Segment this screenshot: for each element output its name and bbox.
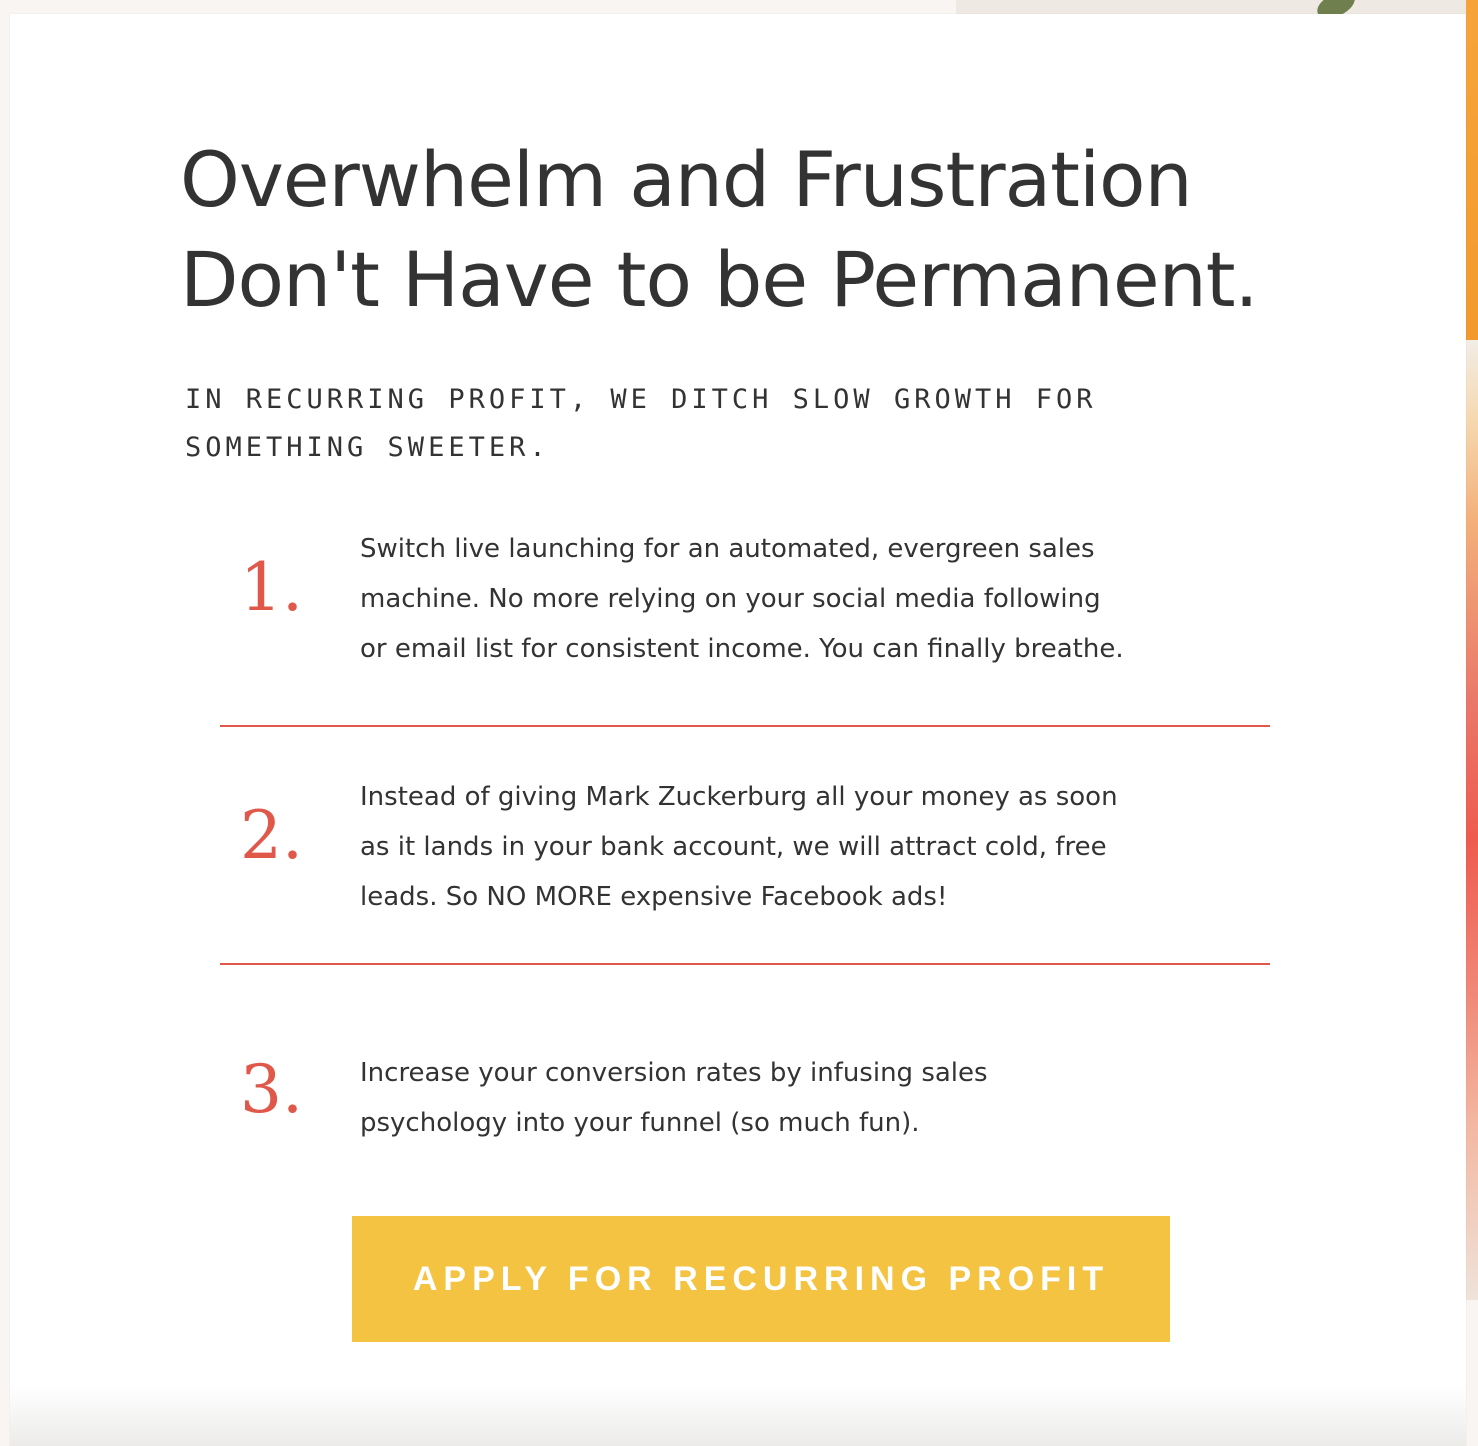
benefit-1-line-2: machine. No more relying on your social media following — [360, 584, 1101, 614]
subheadline — [185, 376, 1185, 472]
headline-line-2: Don't Have to be Permanent. — [180, 235, 1258, 324]
benefit-2-line-3: leads. So NO MORE expensive Facebook ads! — [360, 882, 948, 912]
apply-button-label: APPLY FOR RECURRING PROFIT — [412, 1259, 1110, 1298]
benefit-divider-2 — [220, 963, 1270, 965]
content-card — [10, 14, 1466, 1446]
benefit-1-line-3: or email list for consistent income. You can finally breathe. — [360, 634, 1124, 664]
benefit-text-3 — [360, 1048, 1265, 1148]
benefit-number-2: 2. — [240, 797, 303, 874]
benefit-2-line-2: as it lands in your bank account, we will attract cold, free — [360, 832, 1107, 862]
apply-button[interactable] — [352, 1216, 1170, 1342]
subheadline-line-2: SOMETHING SWEETER. — [185, 432, 550, 463]
benefit-divider-1 — [220, 725, 1270, 727]
headline-line-1: Overwhelm and Frustration — [180, 135, 1192, 224]
card-bottom-shadow — [10, 1386, 1466, 1446]
benefit-number-3: 3. — [240, 1051, 303, 1128]
subheadline-line-1: IN RECURRING PROFIT, WE DITCH SLOW GROWTH FOR — [185, 384, 1097, 415]
benefit-3-line-1: Increase your conversion rates by infusing sales — [360, 1058, 988, 1088]
benefit-2-line-1: Instead of giving Mark Zuckerburg all your money as soon — [360, 782, 1118, 812]
benefit-text-1 — [360, 524, 1265, 674]
benefit-3-line-2: psychology into your funnel (so much fun). — [360, 1108, 920, 1138]
benefit-number-1: 1. — [240, 549, 303, 626]
fruit-edge-decoration — [1466, 0, 1478, 1300]
benefit-1-line-1: Switch live launching for an automated, evergreen sales — [360, 534, 1095, 564]
page-headline — [180, 130, 1380, 330]
benefit-text-2 — [360, 772, 1265, 922]
